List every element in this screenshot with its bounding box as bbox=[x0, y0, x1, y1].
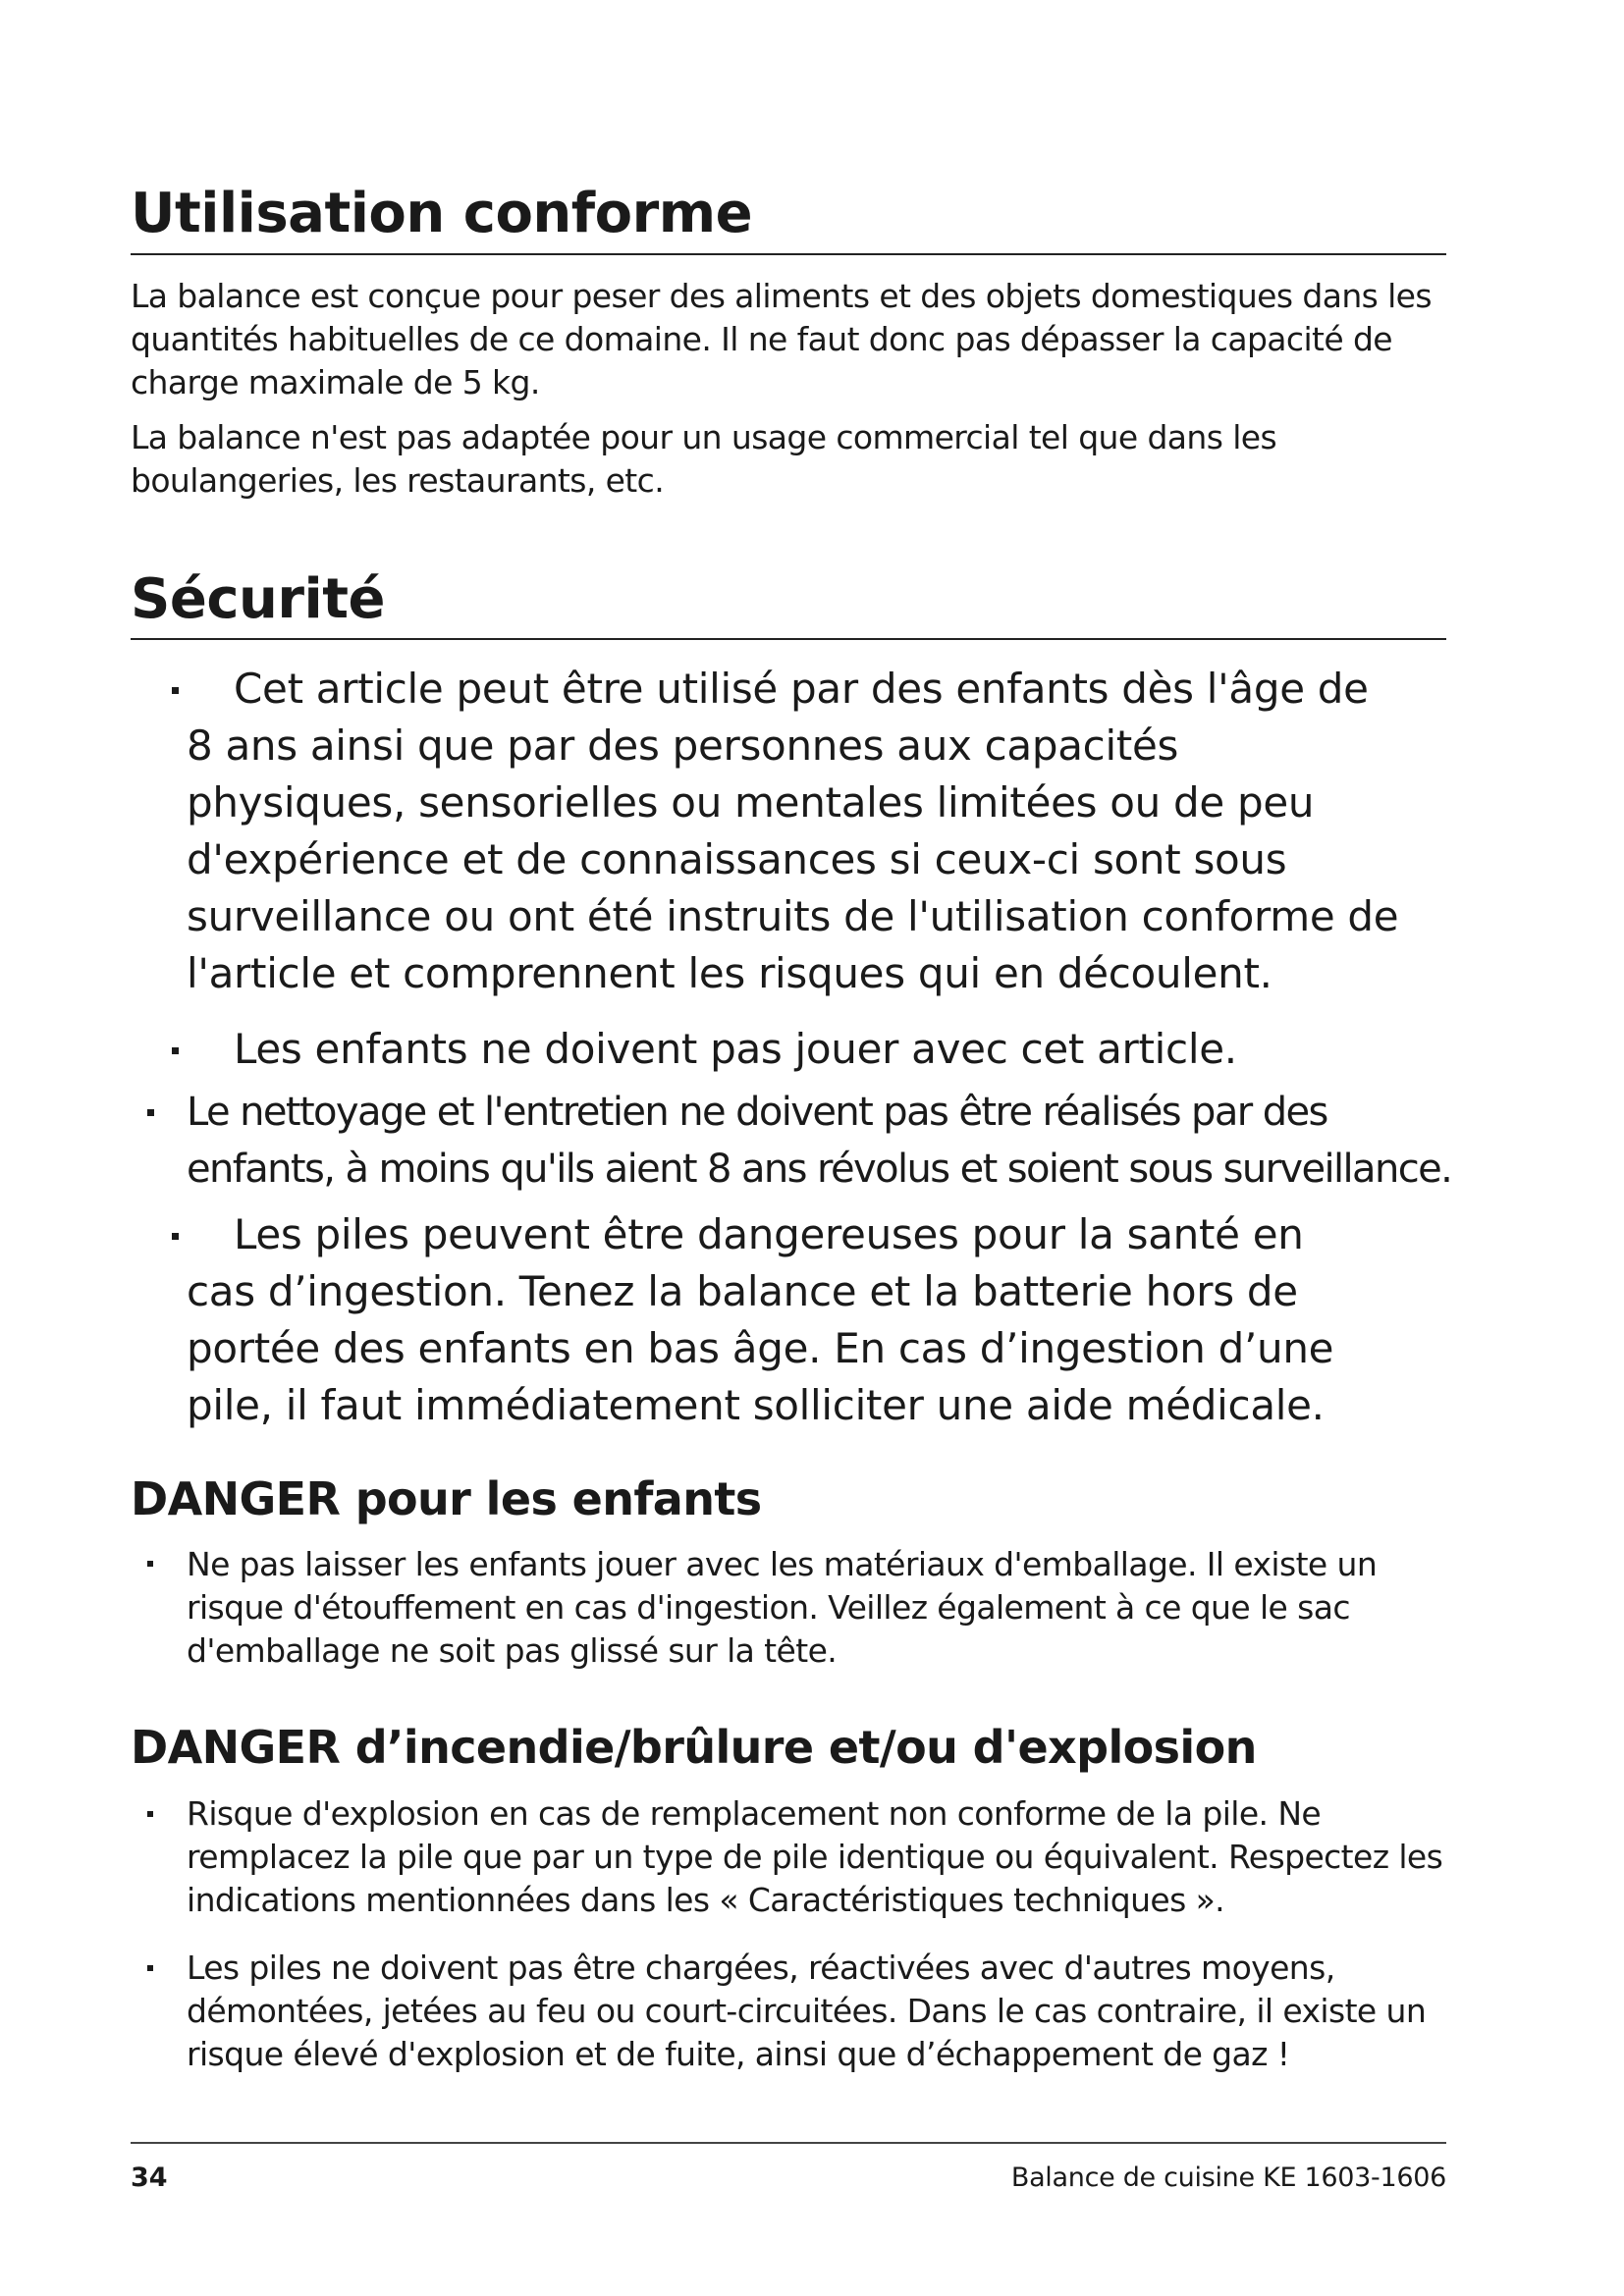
danger-bullet: Ne pas laisser les enfants jouer avec les matériaux d'emballage. Il existe un risque d'étouffement en cas d'ingestion. Veillez également à ce que le sac d'emballage ne soit pas glissé sur la tête. bbox=[187, 1545, 1378, 1670]
bullet-icon bbox=[147, 1811, 153, 1817]
danger-bullet: Risque d'explosion en cas de remplacement non conforme de la pile. Ne remplacez la pile que par un type de pile identique ou équivalent. Respectez les indications mentionnées dans les « Caractéristiques techniques ». bbox=[187, 1794, 1443, 1919]
bullet-icon bbox=[147, 1109, 154, 1116]
bullet-icon bbox=[147, 1561, 153, 1567]
safety-bullet: Les piles peuvent être dangereuses pour la santé en cas d’ingestion. Tenez la balance et la batterie hors de portée des enfants en bas âge. En cas d’ingestion d’une pile, il faut immédiatement solliciter une aide médicale. bbox=[187, 1210, 1334, 1429]
bullet-icon bbox=[172, 1047, 179, 1054]
heading-utilisation-conforme: Utilisation conforme bbox=[131, 182, 753, 245]
footer-rule bbox=[131, 2142, 1446, 2144]
safety-bullet: Les enfants ne doivent pas jouer avec cet article. bbox=[234, 1025, 1237, 1073]
bullet-icon bbox=[172, 1233, 179, 1240]
footer-product-title: Balance de cuisine KE 1603-1606 bbox=[1010, 2163, 1446, 2193]
safety-bullet: Le nettoyage et l'entretien ne doivent pas être réalisés par des enfants, à moins qu'ils aient 8 ans révolus et soient sous surveillance. bbox=[187, 1090, 1452, 1192]
safety-bullet: Cet article peut être utilisé par des enfants dès l'âge de 8 ans ainsi que par des personnes aux capacités physiques, sensorielles ou mentales limitées ou de peu d'expérience et de connaissances si ceux-ci sont sous surveillance ou ont été instruits de l'utilisation conforme de l'article et comprennent les risques qui en découlent. bbox=[187, 665, 1399, 997]
bullet-icon bbox=[172, 687, 179, 694]
page-number: 34 bbox=[131, 2163, 168, 2193]
bullet-icon bbox=[147, 1965, 153, 1971]
danger-bullet: Les piles ne doivent pas être chargées, réactivées avec d'autres moyens, démontées, jetées au feu ou court-circuitées. Dans le cas contraire, il existe un risque élevé d'explosion et de fuite, ainsi que d’échappement de gaz ! bbox=[187, 1949, 1427, 2073]
paragraph: La balance est conçue pour peser des aliments et des objets domestiques dans les quantités habituelles de ce domaine. Il ne faut donc pas dépasser la capacité de charge maximale de 5 kg. bbox=[131, 277, 1432, 401]
heading-rule bbox=[131, 253, 1446, 255]
heading-danger-incendie: DANGER d’incendie/brûlure et/ou d'explosion bbox=[131, 1721, 1257, 1774]
paragraph: La balance n'est pas adaptée pour un usage commercial tel que dans les boulangeries, les restaurants, etc. bbox=[131, 418, 1277, 500]
heading-rule bbox=[131, 638, 1446, 640]
heading-securite: Sécurité bbox=[131, 567, 385, 631]
heading-danger-enfants: DANGER pour les enfants bbox=[131, 1472, 762, 1525]
